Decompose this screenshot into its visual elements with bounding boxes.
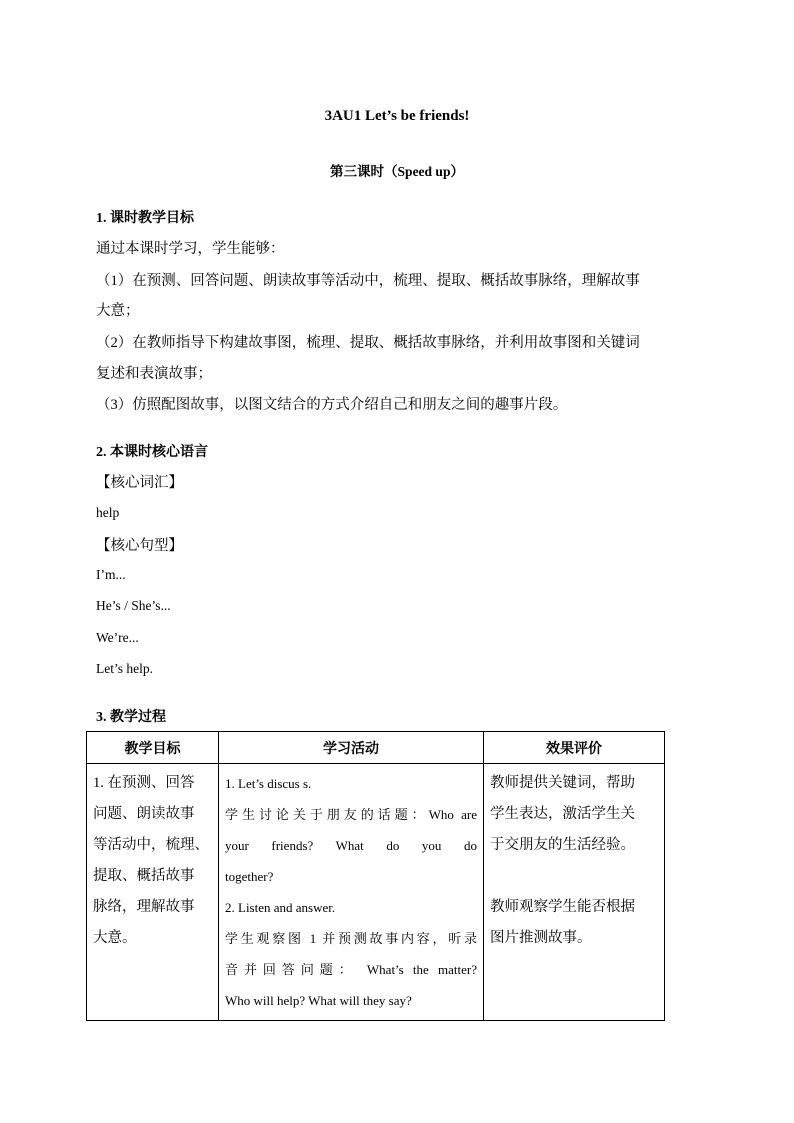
header-evaluation: 效果评价 bbox=[484, 732, 665, 764]
table-row bbox=[87, 764, 665, 1021]
pattern-label: 【核心句型】 bbox=[96, 538, 183, 554]
table-header-row bbox=[87, 732, 665, 764]
activity-line: 2. Listen and answer. bbox=[225, 900, 336, 915]
section1-heading: 1. 课时教学目标 bbox=[96, 211, 194, 226]
evaluation-cell bbox=[484, 764, 665, 1021]
pattern-line: We’re... bbox=[96, 630, 139, 645]
pattern-line: Let’s help. bbox=[96, 661, 153, 676]
goal-line: 脉络，理解故事 bbox=[93, 899, 195, 915]
activity-line: 学生讨论关于朋友的话题：Who are bbox=[225, 807, 477, 822]
objective-line: （2）在教师指导下构建故事图，梳理、提取、概括故事脉络，并利用故事图和关键词 bbox=[96, 335, 640, 351]
goal-line: 大意。 bbox=[93, 930, 137, 946]
activity-line: Who will help? What will they say? bbox=[225, 993, 412, 1008]
evaluation-line: 教师观察学生能否根据 bbox=[490, 899, 635, 915]
objective-line: （3）仿照配图故事，以图文结合的方式介绍自己和朋友之间的趣事片段。 bbox=[96, 397, 568, 413]
objective-line: 大意； bbox=[96, 303, 140, 319]
objective-line: （1）在预测、回答问题、朗读故事等活动中，梳理、提取、概括故事脉络，理解故事 bbox=[96, 273, 640, 289]
section3-heading: 3. 教学过程 bbox=[96, 710, 166, 725]
goal-line: 1. 在预测、回答 bbox=[93, 775, 195, 791]
evaluation-line: 教师提供关键词，帮助 bbox=[490, 775, 635, 791]
section1-intro: 通过本课时学习，学生能够： bbox=[96, 241, 285, 257]
pattern-line: He’s / She’s... bbox=[96, 598, 171, 613]
header-goal: 教学目标 bbox=[87, 732, 219, 764]
pattern-line: I’m... bbox=[96, 567, 126, 582]
goal-cell bbox=[87, 764, 219, 1021]
vocab-word: help bbox=[96, 505, 120, 520]
activity-line: 音并回答问题： What’s the matter? bbox=[225, 962, 477, 977]
lesson-subtitle: 第三课时（Speed up） bbox=[330, 164, 464, 179]
activity-line: together? bbox=[225, 869, 274, 884]
activity-cell bbox=[219, 764, 484, 1021]
goal-line: 提取、概括故事 bbox=[93, 868, 195, 884]
document-title: 3AU1 Let’s be friends! bbox=[324, 108, 470, 124]
goal-line: 等活动中，梳理、 bbox=[93, 837, 209, 853]
vocab-label: 【核心词汇】 bbox=[96, 475, 183, 491]
goal-line: 问题、朗读故事 bbox=[93, 806, 195, 822]
header-activity: 学习活动 bbox=[219, 732, 484, 764]
activity-line: your friends? What do you do bbox=[225, 838, 477, 853]
teaching-process-table bbox=[86, 731, 665, 1021]
activity-line: 学生观察图 1 并预测故事内容，听录 bbox=[225, 931, 477, 946]
objective-line: 复述和表演故事； bbox=[96, 366, 212, 382]
activity-line: 1. Let’s discus s. bbox=[225, 776, 312, 791]
evaluation-line: 图片推测故事。 bbox=[490, 930, 592, 946]
evaluation-line: 学生表达，激活学生关 bbox=[490, 806, 635, 822]
section2-heading: 2. 本课时核心语言 bbox=[96, 445, 208, 460]
evaluation-line bbox=[490, 861, 658, 892]
evaluation-line: 于交朋友的生活经验。 bbox=[490, 837, 635, 853]
